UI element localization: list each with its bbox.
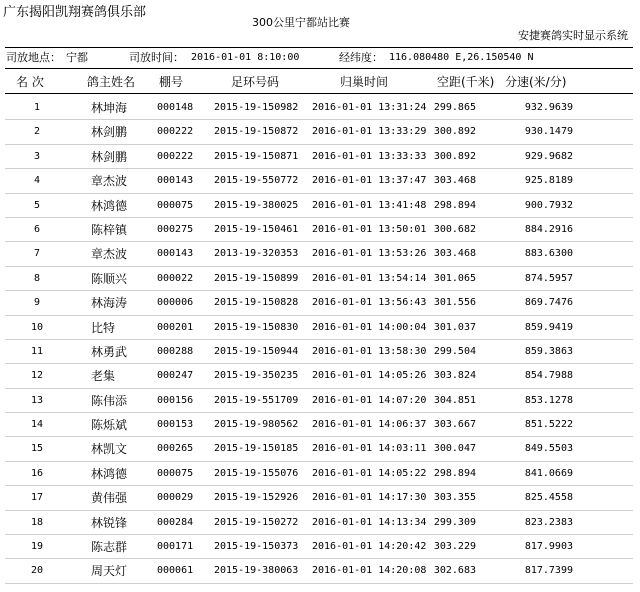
table-header bbox=[5, 71, 633, 94]
table-row bbox=[5, 535, 633, 559]
shed-cell: 000143 bbox=[157, 175, 194, 187]
col-rank: 名 次 bbox=[16, 75, 44, 89]
distance-cell: 299.865 bbox=[433, 102, 476, 113]
shed-cell: 000029 bbox=[157, 492, 194, 504]
race-title: 300公里宁都站比赛 bbox=[252, 16, 350, 29]
results-table bbox=[5, 96, 633, 584]
speed-cell: 929.9682 bbox=[524, 150, 573, 162]
rank-cell: 6 bbox=[33, 223, 41, 235]
ring-cell: 2015-19-150899 bbox=[214, 272, 299, 284]
arrival-cell: 2016-01-01 13:33:33 bbox=[312, 150, 427, 162]
ring-cell: 2015-19-150944 bbox=[214, 345, 299, 357]
time-label: 司放时间： bbox=[129, 51, 184, 64]
shed-cell: 000143 bbox=[157, 248, 194, 260]
col-shed: 棚号 bbox=[159, 75, 184, 89]
owner-cell: 林鸿德 bbox=[91, 198, 128, 213]
col-owner: 鸽主姓名 bbox=[87, 75, 136, 89]
rank-cell: 4 bbox=[33, 175, 41, 187]
table-row bbox=[5, 267, 633, 291]
owner-cell: 林锐锋 bbox=[91, 515, 128, 530]
distance-cell: 303.229 bbox=[433, 541, 476, 553]
rank-cell: 16 bbox=[30, 467, 44, 479]
speed-cell: 854.7988 bbox=[524, 370, 573, 382]
distance-cell: 299.504 bbox=[433, 345, 476, 357]
rank-cell: 9 bbox=[33, 297, 41, 309]
arrival-cell: 2016-01-01 13:37:47 bbox=[312, 175, 427, 187]
rank-cell: 12 bbox=[30, 370, 44, 382]
ring-cell: 2013-19-320353 bbox=[214, 248, 299, 260]
speed-cell: 930.1479 bbox=[524, 126, 573, 138]
distance-cell: 298.894 bbox=[433, 199, 476, 211]
table-row bbox=[5, 120, 633, 144]
owner-cell: 黄伟强 bbox=[91, 491, 128, 506]
ring-cell: 2015-19-980562 bbox=[214, 419, 299, 431]
arrival-cell: 2016-01-01 13:53:26 bbox=[312, 248, 427, 260]
shed-cell: 000022 bbox=[157, 272, 194, 284]
ring-cell: 2015-19-350235 bbox=[214, 370, 299, 382]
rank-cell: 7 bbox=[33, 248, 41, 260]
table-row bbox=[5, 340, 633, 364]
owner-cell: 陈烁斌 bbox=[91, 418, 128, 433]
distance-cell: 303.667 bbox=[433, 419, 476, 431]
table-row bbox=[5, 437, 633, 461]
arrival-cell: 2016-01-01 13:33:29 bbox=[312, 126, 427, 138]
shed-cell: 000222 bbox=[157, 150, 194, 162]
release-info-bar bbox=[5, 47, 633, 69]
club-name: 广东揭阳凯翔赛鸽俱乐部 bbox=[3, 5, 147, 20]
distance-cell: 303.355 bbox=[433, 492, 476, 504]
table-row bbox=[5, 145, 633, 169]
ring-cell: 2015-19-150871 bbox=[214, 150, 299, 162]
rank-cell: 11 bbox=[30, 345, 44, 357]
coord-label: 经纬度： bbox=[339, 51, 383, 64]
owner-cell: 周天灯 bbox=[91, 564, 128, 579]
owner-cell: 陈伟添 bbox=[91, 393, 128, 408]
table-row bbox=[5, 511, 633, 535]
speed-cell: 884.2916 bbox=[524, 223, 573, 235]
distance-cell: 303.824 bbox=[433, 370, 476, 382]
shed-cell: 000075 bbox=[157, 467, 194, 479]
ring-cell: 2015-19-550772 bbox=[214, 175, 299, 187]
owner-cell: 陈梓镇 bbox=[91, 222, 128, 237]
ring-cell: 2015-19-150830 bbox=[214, 321, 299, 333]
rank-cell: 15 bbox=[30, 443, 44, 455]
arrival-cell: 2016-01-01 14:03:11 bbox=[312, 443, 427, 455]
location-label: 司放地点： bbox=[6, 51, 61, 64]
table-row bbox=[5, 242, 633, 266]
arrival-cell: 2016-01-01 13:50:01 bbox=[312, 223, 427, 235]
ring-cell: 2015-19-150982 bbox=[214, 102, 299, 113]
arrival-cell: 2016-01-01 14:05:22 bbox=[312, 467, 427, 479]
arrival-cell: 2016-01-01 13:41:48 bbox=[312, 199, 427, 211]
col-speed: 分速(米/分) bbox=[505, 75, 567, 89]
speed-cell: 874.5957 bbox=[524, 272, 573, 284]
shed-cell: 000201 bbox=[157, 321, 194, 333]
rank-cell: 10 bbox=[30, 321, 44, 333]
speed-cell: 869.7476 bbox=[524, 297, 573, 309]
table-row bbox=[5, 218, 633, 242]
shed-cell: 000153 bbox=[157, 419, 194, 431]
location-value: 宁都 bbox=[66, 51, 88, 64]
arrival-cell: 2016-01-01 13:58:30 bbox=[312, 345, 427, 357]
rank-cell: 5 bbox=[33, 199, 41, 211]
rank-cell: 18 bbox=[30, 516, 44, 528]
col-arrival: 归巢时间 bbox=[340, 75, 389, 89]
shed-cell: 000288 bbox=[157, 345, 194, 357]
speed-cell: 817.7399 bbox=[524, 565, 573, 577]
distance-cell: 299.309 bbox=[433, 516, 476, 528]
shed-cell: 000265 bbox=[157, 443, 194, 455]
distance-cell: 304.851 bbox=[433, 394, 476, 406]
owner-cell: 陈志群 bbox=[91, 540, 128, 555]
col-distance: 空距(千米) bbox=[437, 75, 495, 89]
speed-cell: 859.3863 bbox=[524, 345, 573, 357]
ring-cell: 2015-19-150373 bbox=[214, 541, 299, 553]
shed-cell: 000156 bbox=[157, 394, 194, 406]
table-row bbox=[5, 316, 633, 340]
distance-cell: 300.892 bbox=[433, 150, 476, 162]
shed-cell: 000222 bbox=[157, 126, 194, 138]
shed-cell: 000284 bbox=[157, 516, 194, 528]
arrival-cell: 2016-01-01 14:20:08 bbox=[312, 565, 427, 577]
owner-cell: 林勇武 bbox=[91, 344, 128, 359]
distance-cell: 300.047 bbox=[433, 443, 476, 455]
shed-cell: 000061 bbox=[157, 565, 194, 577]
table-row bbox=[5, 194, 633, 218]
speed-cell: 841.0669 bbox=[524, 467, 573, 479]
distance-cell: 301.037 bbox=[433, 321, 476, 333]
speed-cell: 853.1278 bbox=[524, 394, 573, 406]
speed-cell: 932.9639 bbox=[524, 102, 573, 113]
distance-cell: 298.894 bbox=[433, 467, 476, 479]
rank-cell: 20 bbox=[30, 565, 44, 577]
ring-cell: 2015-19-380025 bbox=[214, 199, 299, 211]
ring-cell: 2015-19-150185 bbox=[214, 443, 299, 455]
rank-cell: 17 bbox=[30, 492, 44, 504]
owner-cell: 陈顺兴 bbox=[91, 271, 128, 286]
speed-cell: 851.5222 bbox=[524, 419, 573, 431]
table-row bbox=[5, 389, 633, 413]
speed-cell: 883.6300 bbox=[524, 248, 573, 260]
table-row bbox=[5, 413, 633, 437]
ring-cell: 2015-19-150872 bbox=[214, 126, 299, 138]
table-row bbox=[5, 559, 633, 583]
shed-cell: 000171 bbox=[157, 541, 194, 553]
table-row bbox=[5, 96, 633, 120]
arrival-cell: 2016-01-01 14:06:37 bbox=[312, 419, 427, 431]
arrival-cell: 2016-01-01 14:07:20 bbox=[312, 394, 427, 406]
table-row bbox=[5, 364, 633, 388]
coord-value: 116.080480 E,26.150540 N bbox=[389, 52, 534, 63]
table-row bbox=[5, 462, 633, 486]
speed-cell: 900.7932 bbox=[524, 199, 573, 211]
arrival-cell: 2016-01-01 13:31:24 bbox=[312, 102, 427, 113]
distance-cell: 301.556 bbox=[433, 297, 476, 309]
arrival-cell: 2016-01-01 13:54:14 bbox=[312, 272, 427, 284]
speed-cell: 925.8189 bbox=[524, 175, 573, 187]
owner-cell: 林海涛 bbox=[91, 296, 128, 311]
time-value: 2016-01-01 8:10:00 bbox=[191, 52, 300, 63]
owner-cell: 林坤海 bbox=[91, 101, 128, 115]
rank-cell: 1 bbox=[33, 102, 41, 113]
shed-cell: 000075 bbox=[157, 199, 194, 211]
distance-cell: 300.892 bbox=[433, 126, 476, 138]
arrival-cell: 2016-01-01 14:00:04 bbox=[312, 321, 427, 333]
rank-cell: 14 bbox=[30, 419, 44, 431]
col-ring: 足环号码 bbox=[231, 75, 280, 89]
ring-cell: 2015-19-155076 bbox=[214, 467, 299, 479]
owner-cell: 老集 bbox=[91, 369, 116, 384]
shed-cell: 000247 bbox=[157, 370, 194, 382]
distance-cell: 302.683 bbox=[433, 565, 476, 577]
owner-cell: 比特 bbox=[91, 320, 116, 335]
ring-cell: 2015-19-152926 bbox=[214, 492, 299, 504]
speed-cell: 849.5503 bbox=[524, 443, 573, 455]
arrival-cell: 2016-01-01 14:05:26 bbox=[312, 370, 427, 382]
rank-cell: 3 bbox=[33, 150, 41, 162]
ring-cell: 2015-19-150828 bbox=[214, 297, 299, 309]
rank-cell: 19 bbox=[30, 541, 44, 553]
owner-cell: 林剑鹏 bbox=[91, 125, 128, 140]
arrival-cell: 2016-01-01 14:20:42 bbox=[312, 541, 427, 553]
rank-cell: 8 bbox=[33, 272, 41, 284]
table-row bbox=[5, 291, 633, 315]
owner-cell: 章杰波 bbox=[91, 174, 128, 189]
speed-cell: 825.4558 bbox=[524, 492, 573, 504]
rank-cell: 2 bbox=[33, 126, 41, 138]
owner-cell: 林剑鹏 bbox=[91, 149, 128, 164]
distance-cell: 301.065 bbox=[433, 272, 476, 284]
speed-cell: 859.9419 bbox=[524, 321, 573, 333]
owner-cell: 林凯文 bbox=[91, 442, 128, 457]
shed-cell: 000148 bbox=[157, 102, 194, 113]
arrival-cell: 2016-01-01 14:13:34 bbox=[312, 516, 427, 528]
distance-cell: 300.682 bbox=[433, 223, 476, 235]
owner-cell: 章杰波 bbox=[91, 247, 128, 262]
speed-cell: 823.2383 bbox=[524, 516, 573, 528]
shed-cell: 000275 bbox=[157, 223, 194, 235]
distance-cell: 303.468 bbox=[433, 248, 476, 260]
shed-cell: 000006 bbox=[157, 297, 194, 309]
speed-cell: 817.9903 bbox=[524, 541, 573, 553]
ring-cell: 2015-19-380063 bbox=[214, 565, 299, 577]
rank-cell: 13 bbox=[30, 394, 44, 406]
ring-cell: 2015-19-150461 bbox=[214, 223, 299, 235]
owner-cell: 林鸿德 bbox=[91, 466, 128, 481]
arrival-cell: 2016-01-01 14:17:30 bbox=[312, 492, 427, 504]
ring-cell: 2015-19-150272 bbox=[214, 516, 299, 528]
system-name: 安捷赛鸽实时显示系统 bbox=[518, 29, 628, 42]
table-row bbox=[5, 486, 633, 510]
distance-cell: 303.468 bbox=[433, 175, 476, 187]
arrival-cell: 2016-01-01 13:56:43 bbox=[312, 297, 427, 309]
ring-cell: 2015-19-551709 bbox=[214, 394, 299, 406]
table-row bbox=[5, 169, 633, 193]
